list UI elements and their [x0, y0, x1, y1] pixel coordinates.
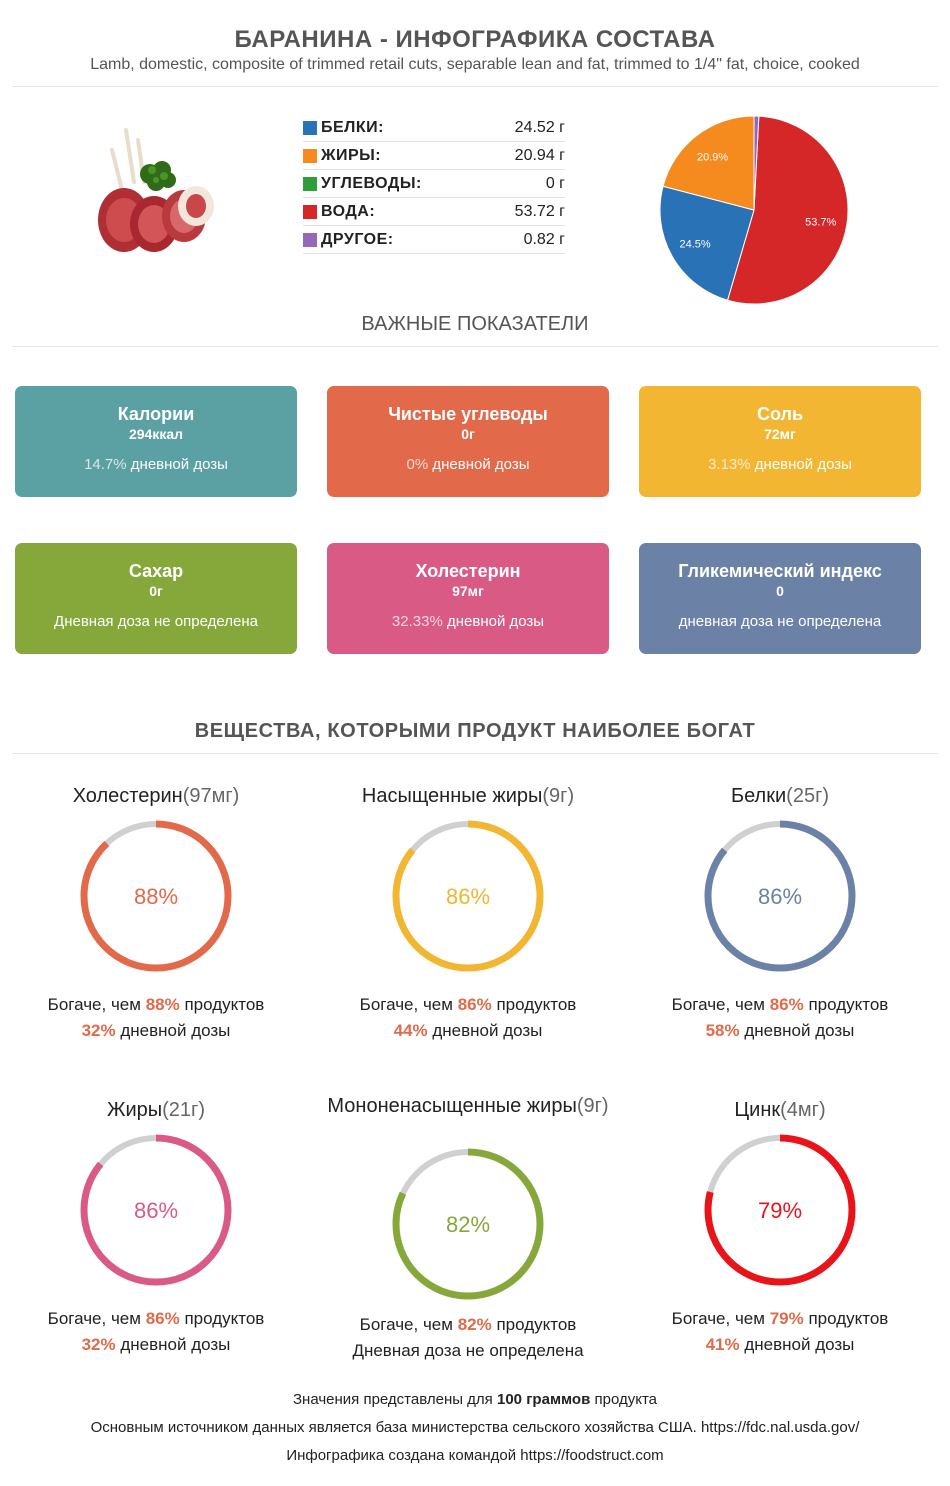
card-dv-percent: 14.7%: [84, 456, 127, 473]
nutrient-name: [630, 1098, 930, 1122]
nutrient-monounsaturated-fat: [318, 1095, 618, 1364]
richer-pre: Богаче, чем: [47, 995, 141, 1014]
macro-name: БЕЛКИ:: [321, 118, 384, 136]
card-name: Гликемический индекс: [678, 561, 882, 581]
percent-ring: [76, 816, 236, 976]
ring-percent-label: 82%: [445, 1212, 491, 1237]
richer-post: продуктов: [496, 1315, 577, 1334]
card-dv-text: дневной дозы: [446, 613, 545, 630]
composition-pie-chart: [656, 112, 852, 308]
daily-value-text: [318, 1338, 618, 1364]
daily-value-label: дневной дозы: [432, 1021, 543, 1040]
richer-pre: Богаче, чем: [47, 1309, 141, 1328]
divider: [12, 86, 938, 87]
legend-swatch: [303, 149, 317, 163]
pie-slice-label: 53.7%: [805, 216, 837, 229]
nutrient-protein: [630, 784, 930, 1044]
ring-percent-label: 86%: [757, 884, 803, 909]
richer-percent: 82%: [457, 1315, 492, 1334]
daily-value-label: дневной дозы: [120, 1335, 231, 1354]
daily-value-text: [630, 1018, 930, 1044]
divider: [12, 753, 938, 754]
card-dv-text: дневной дозы: [432, 456, 530, 473]
card-name: Сахар: [128, 561, 184, 581]
card-daily-value: [15, 613, 297, 630]
macro-name: УГЛЕВОДЫ:: [321, 174, 422, 192]
card-dv-percent: 32.33%: [391, 613, 443, 630]
nutrient-label: Жиры: [106, 1099, 163, 1121]
footer-amount: 100: [496, 1391, 523, 1408]
macro-table: [303, 114, 565, 254]
daily-value-label: Дневная доза не определена: [352, 1341, 584, 1360]
richer-than-text: [630, 1306, 930, 1332]
card-value: 0г: [461, 426, 475, 442]
daily-value-label: дневной дозы: [744, 1335, 855, 1354]
nutrient-name: [6, 784, 306, 808]
nutrient-amount: (21г): [162, 1099, 205, 1121]
nutrient-amount: (9г): [542, 785, 575, 807]
nutrient-amount: (9г): [576, 1095, 609, 1117]
macro-row: [303, 170, 565, 198]
card-name: Калории: [117, 404, 195, 424]
percent-ring: [388, 816, 548, 976]
card-name: Соль: [756, 404, 804, 424]
card-dv-text: Дневная доза не определена: [54, 613, 258, 630]
card-cholesterol: [327, 543, 609, 654]
percent-ring: [700, 1130, 860, 1290]
ring-percent-label: 79%: [757, 1198, 803, 1223]
ring-percent-label: 86%: [133, 1198, 179, 1223]
macro-row: [303, 226, 565, 254]
nutrient-cholesterol: [6, 784, 306, 1044]
daily-value-percent: 44%: [393, 1021, 428, 1040]
footer-credits: Инфографика создана командой https://foodstruct.com: [286, 1447, 664, 1464]
nutrient-name: [318, 784, 618, 808]
card-daily-value: [327, 456, 609, 473]
pie-slice-label: 20.9%: [697, 151, 729, 164]
daily-value-text: [6, 1018, 306, 1044]
richer-post: продуктов: [184, 1309, 265, 1328]
card-glycemic-index: [639, 543, 921, 654]
nutrient-name: [6, 1098, 306, 1122]
richer-than-text: [318, 992, 618, 1018]
nutrient-label: Холестерин: [72, 785, 183, 807]
card-daily-value: [639, 613, 921, 630]
legend-swatch: [303, 233, 317, 247]
daily-value-percent: 58%: [705, 1021, 740, 1040]
footer-unit: граммов: [526, 1391, 591, 1408]
nutrient-fat: [6, 1098, 306, 1358]
page-title: БАРАНИНА - ИНФОГРАФИКА СОСТАВА: [234, 26, 716, 53]
nutrient-amount: (4мг): [780, 1099, 826, 1121]
macro-value: 53.72 г: [514, 202, 565, 220]
card-name: Чистые углеводы: [388, 404, 548, 424]
percent-ring: [388, 1144, 548, 1304]
macro-value: 0 г: [545, 174, 565, 192]
percent-ring: [76, 1130, 236, 1290]
macro-row: [303, 114, 565, 142]
rich-nutrients-title: ВЕЩЕСТВА, КОТОРЫМИ ПРОДУКТ НАИБОЛЕЕ БОГАТ: [194, 720, 756, 742]
card-name: Холестерин: [415, 561, 521, 581]
footer-serving-note: [0, 1391, 950, 1408]
richer-than-text: [630, 992, 930, 1018]
richer-than-text: [6, 1306, 306, 1332]
card-calories: [15, 386, 297, 497]
card-value: 0: [776, 583, 784, 599]
nutrient-zinc: [630, 1098, 930, 1358]
nutrient-label: Цинк: [734, 1099, 781, 1121]
nutrient-label: Мононенасыщенные жиры: [327, 1095, 577, 1117]
daily-value-text: [318, 1018, 618, 1044]
daily-value-percent: 41%: [705, 1335, 740, 1354]
ring-percent-label: 86%: [445, 884, 491, 909]
daily-value-label: дневной дозы: [744, 1021, 855, 1040]
card-dv-percent: 0%: [406, 456, 429, 473]
richer-pre: Богаче, чем: [671, 1309, 765, 1328]
legend-swatch: [303, 177, 317, 191]
richer-post: продуктов: [808, 995, 889, 1014]
daily-value-text: [6, 1332, 306, 1358]
card-net-carbs: [327, 386, 609, 497]
divider: [12, 346, 938, 347]
footer-text: продукта: [594, 1391, 658, 1408]
card-salt: [639, 386, 921, 497]
daily-value-label: дневной дозы: [120, 1021, 231, 1040]
nutrient-amount: (97мг): [182, 785, 240, 807]
macro-value: 20.94 г: [514, 146, 565, 164]
card-dv-percent: 3.13%: [708, 456, 751, 473]
nutrient-name: [318, 1095, 618, 1138]
richer-percent: 86%: [457, 995, 492, 1014]
richer-post: продуктов: [496, 995, 577, 1014]
page-subtitle: Lamb, domestic, composite of trimmed retail cuts, separable lean and fat, trimmed to 1/4" fat, choice, cooked: [90, 56, 860, 73]
card-sugar: [15, 543, 297, 654]
nutrient-amount: (25г): [786, 785, 830, 807]
percent-ring: [700, 816, 860, 976]
card-daily-value: [15, 456, 297, 473]
richer-post: продуктов: [808, 1309, 889, 1328]
richer-than-text: [6, 992, 306, 1018]
richer-post: продуктов: [184, 995, 265, 1014]
card-value: 0г: [149, 583, 163, 599]
card-value: 294ккал: [128, 426, 184, 442]
card-daily-value: [327, 613, 609, 630]
macro-name: ДРУГОЕ:: [321, 230, 394, 248]
macro-name: ВОДА:: [321, 202, 376, 220]
card-value: 97мг: [452, 583, 484, 599]
macro-value: 24.52 г: [514, 118, 565, 136]
card-value: 72мг: [764, 426, 796, 442]
daily-value-percent: 32%: [81, 1021, 116, 1040]
richer-than-text: [318, 1312, 618, 1338]
macro-row: [303, 198, 565, 226]
richer-percent: 86%: [769, 995, 804, 1014]
richer-percent: 86%: [145, 1309, 180, 1328]
card-dv-text: дневная доза не определена: [678, 613, 882, 630]
key-indicators-title: ВАЖНЫЕ ПОКАЗАТЕЛИ: [361, 313, 589, 335]
daily-value-percent: 32%: [81, 1335, 116, 1354]
richer-pre: Богаче, чем: [671, 995, 765, 1014]
daily-value-text: [630, 1332, 930, 1358]
richer-percent: 79%: [769, 1309, 804, 1328]
card-dv-text: дневной дозы: [754, 456, 852, 473]
richer-pre: Богаче, чем: [359, 995, 453, 1014]
macro-value: 0.82 г: [523, 230, 565, 248]
richer-pre: Богаче, чем: [359, 1315, 453, 1334]
nutrient-label: Насыщенные жиры: [361, 785, 543, 807]
richer-percent: 88%: [145, 995, 180, 1014]
pie-slice-label: 24.5%: [679, 238, 711, 251]
card-daily-value: [639, 456, 921, 473]
legend-swatch: [303, 121, 317, 135]
ring-percent-label: 88%: [133, 884, 179, 909]
macro-name: ЖИРЫ:: [321, 146, 382, 164]
nutrient-saturated-fat: [318, 784, 618, 1044]
nutrient-name: [630, 784, 930, 808]
footer-text: Значения представлены для: [292, 1391, 493, 1408]
macro-row: [303, 142, 565, 170]
card-dv-text: дневной дозы: [130, 456, 228, 473]
nutrient-label: Белки: [730, 785, 787, 807]
footer-source: Основным источником данных является база министерства сельского хозяйства США. https://fdc.nal.usda.gov/: [90, 1419, 860, 1436]
legend-swatch: [303, 205, 317, 219]
lamb-chops-image: [92, 120, 222, 260]
